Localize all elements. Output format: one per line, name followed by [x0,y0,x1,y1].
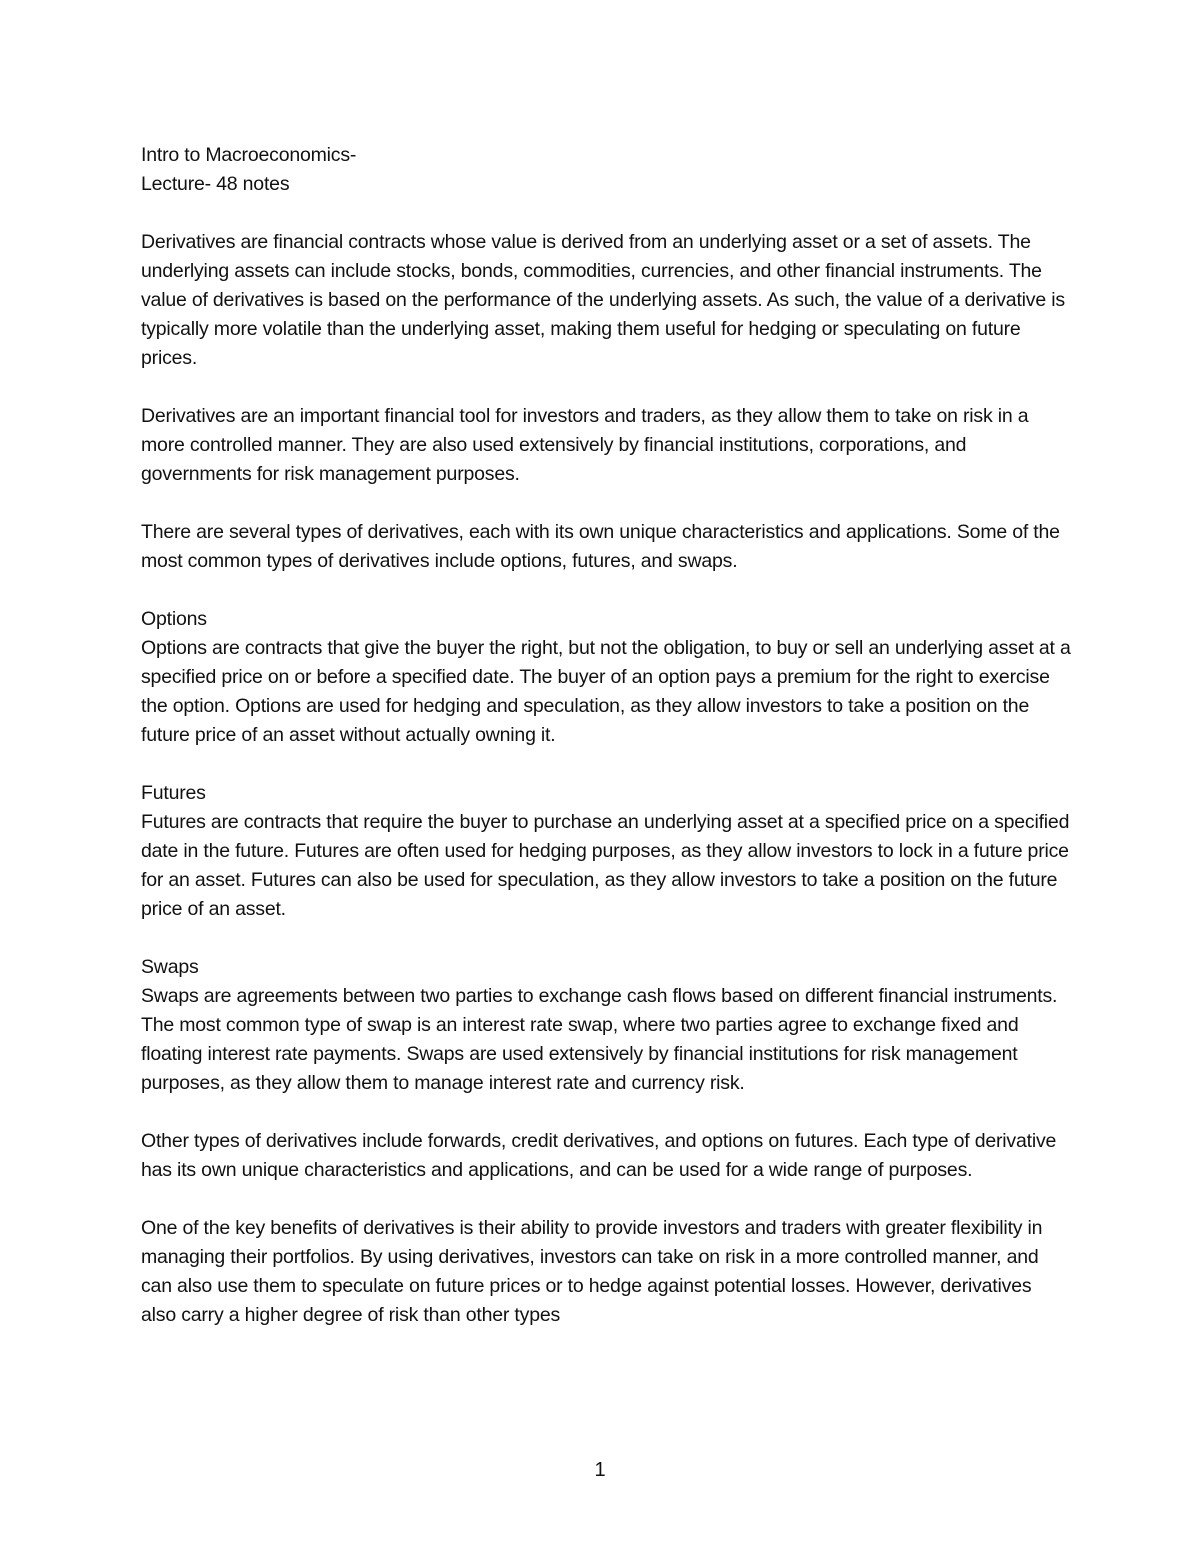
section-heading: Futures [141,782,206,804]
section-heading: Swaps [141,956,199,978]
section-swaps [141,953,1071,1098]
section-body: Swaps are agreements between two parties to exchange cash flows based on different financial instruments. The most common type of swap is an interest rate swap, where two parties agree to exchange fixed and floating interest rate payments. Swaps are used extensively by financial institutions for risk management purposes, as they allow them to manage interest rate and currency risk. [141,985,1058,1094]
section-body: Options are contracts that give the buyer the right, but not the obligation, to buy or sell an underlying asset at a specified price on or before a specified date. The buyer of an option pays a premium for the right to exercise the option. Options are used for hedging and speculation, as they allow investors to take a position on the future price of an asset without actually owning it. [141,637,1071,746]
document-body [141,141,1071,1359]
section-body: Futures are contracts that require the buyer to purchase an underlying asset at a specified price on a specified date in the future. Futures are often used for hedging purposes, as they allow investors to lock in a future price for an asset. Futures can also be used for speculation, as they allow investors to take a position on the future price of an asset. [141,811,1070,920]
intro-paragraph-3: There are several types of derivatives, each with its own unique characteristics and applications. Some of the most common types of derivatives include options, futures, and swaps. [141,521,1060,572]
closing-paragraph-1: Other types of derivatives include forwards, credit derivatives, and options on futures. Each type of derivative has its own unique characteristics and applications, and can be used for a wide range of purposes. [141,1130,1057,1181]
lecture-title: Lecture- 48 notes [141,173,290,195]
intro-paragraph-1: Derivatives are financial contracts whose value is derived from an underlying asset or a set of assets. The underlying assets can include stocks, bonds, commodities, currencies, and other financial instruments. The value of derivatives is based on the performance of the underlying assets. As such, the value of a derivative is typically more volatile than the underlying asset, making them useful for hedging or speculating on future prices. [141,231,1065,369]
section-heading: Options [141,608,207,630]
page-number: 1 [594,1459,606,1481]
section-futures [141,779,1071,924]
course-title: Intro to Macroeconomics- [141,144,357,166]
title-block [141,141,1071,199]
section-options [141,605,1071,750]
intro-paragraph-2: Derivatives are an important financial tool for investors and traders, as they allow them to take on risk in a more controlled manner. They are also used extensively by financial institutions, corporations, and governments for risk management purposes. [141,405,1029,485]
closing-paragraph-2: One of the key benefits of derivatives is their ability to provide investors and traders with greater flexibility in managing their portfolios. By using derivatives, investors can take on risk in a more controlled manner, and can also use them to speculate on future prices or to hedge against potential losses. However, derivatives also carry a higher degree of risk than other types [141,1217,1043,1326]
